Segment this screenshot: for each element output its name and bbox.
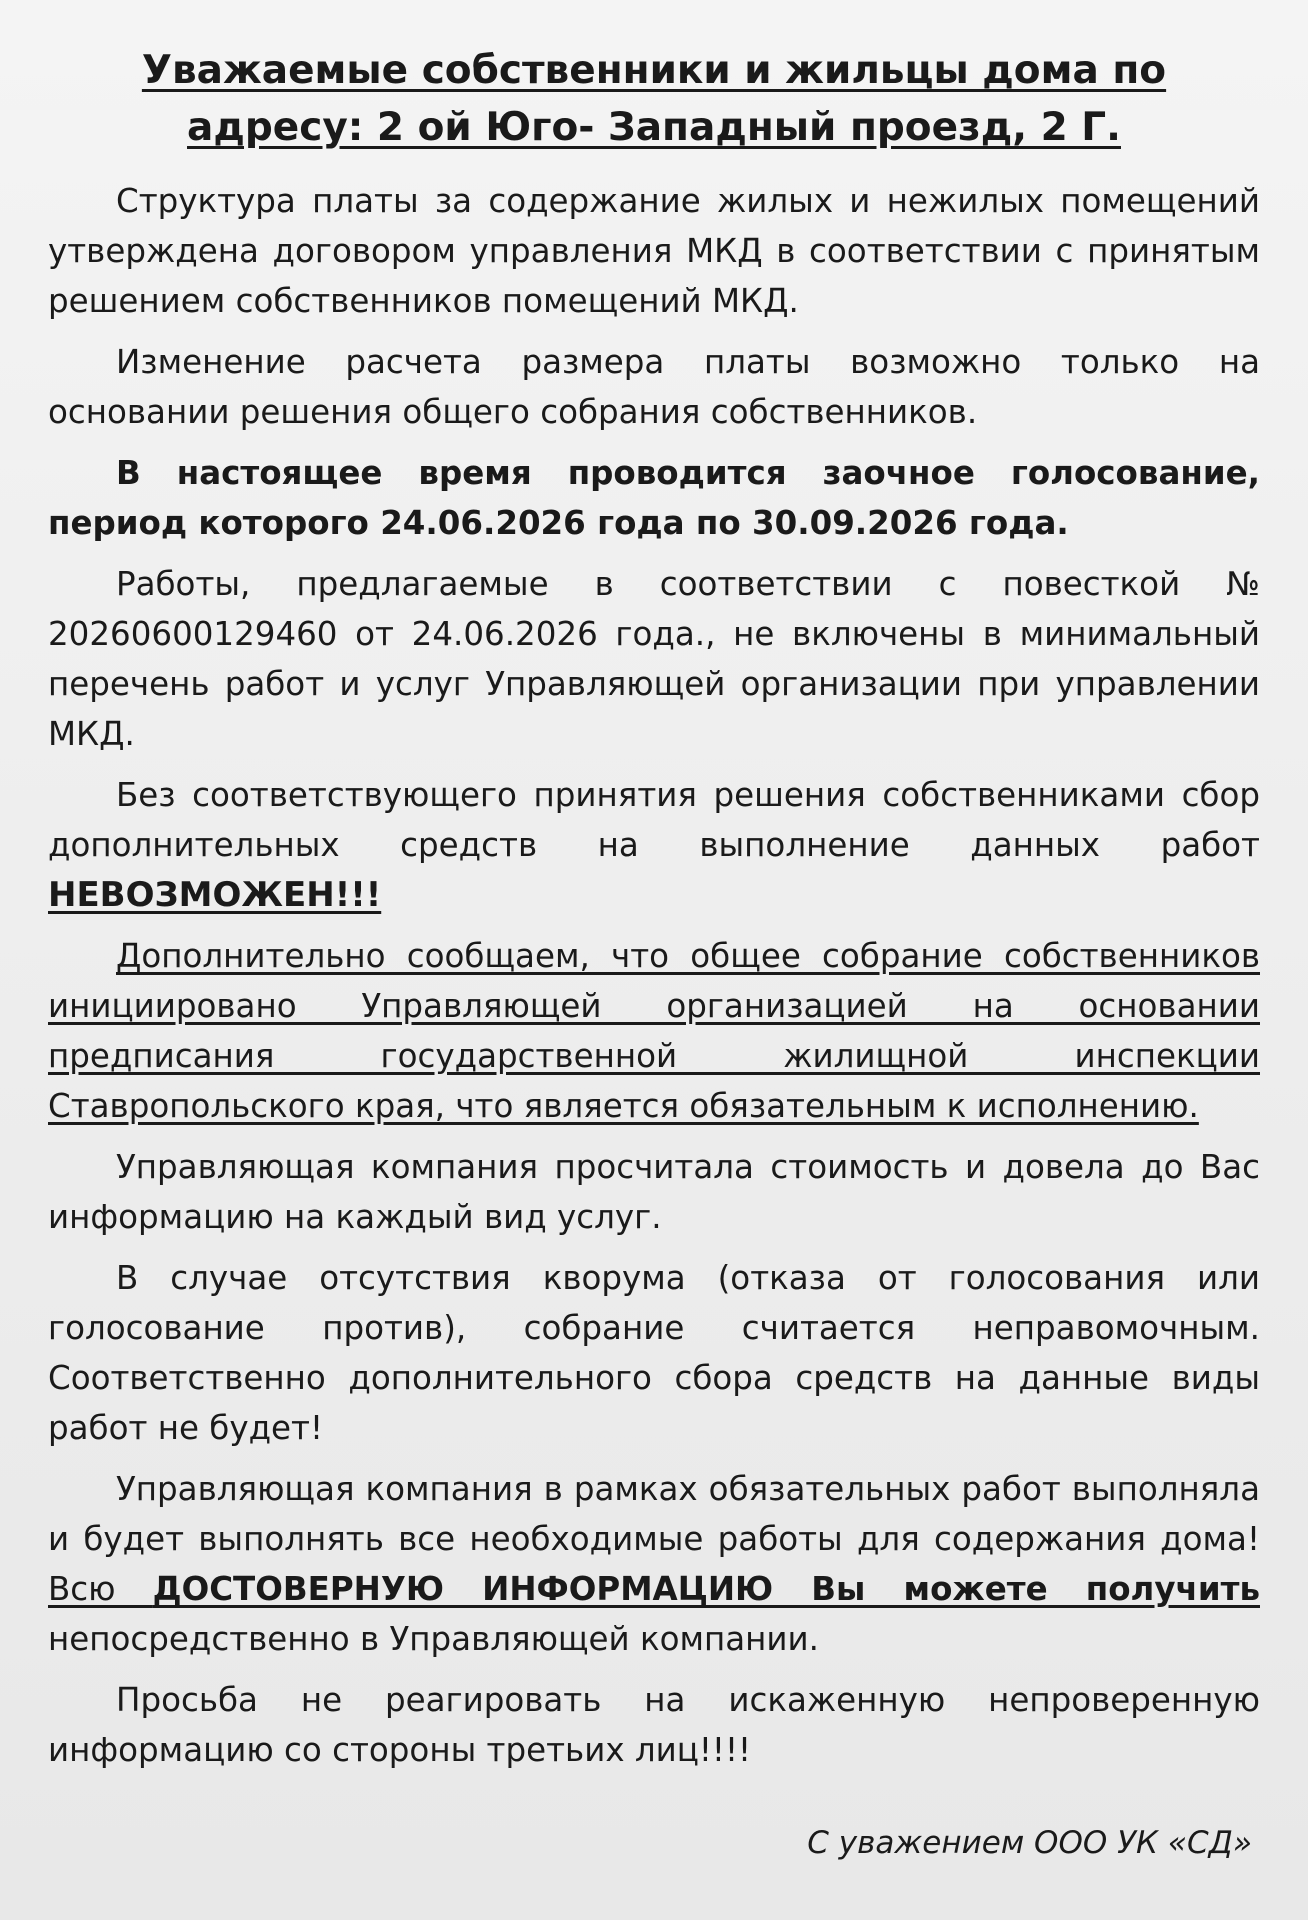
impossible-alert: НЕВОЗМОЖЕН!!!	[48, 875, 382, 915]
paragraph-no-quorum: В случае отсутствия кворума (отказа от голосования или голосование против), собрание считается неправомочным. Соответственно дополнительного сбора средств на данные виды работ не будет!	[48, 1259, 1260, 1447]
reliable-info-text: Управляющая компания в рамках обязательных работ выполняла и будет выполнять все необходимые работы для содержания дома!	[48, 1470, 1260, 1558]
notice-title: Уважаемые собственники и жильцы дома по адресу: 2 ой Юго- Западный проезд, 2 Г.	[141, 48, 1167, 150]
paragraph-agenda-works: Работы, предлагаемые в соответствии с повесткой № 20260600129460 от 24.06.2026 года., не включены в минимальный перечень работ и услуг Управляющей организации при управлении МКД.	[48, 565, 1260, 753]
paragraph-no-collection	[48, 770, 1260, 920]
reliable-info-lead: Всю	[48, 1570, 153, 1608]
paragraph-fee-structure: Структура платы за содержание жилых и нежилых помещений утверждена договором управления МКД в соответствии с принятым решением собственников помещений МКД.	[48, 182, 1260, 320]
signature: С уважением ООО УК «СД»	[807, 1825, 1252, 1861]
paragraph-inspection-order: Дополнительно сообщаем, что общее собрание собственников инициировано Управляющей организацией на основании предписания государственной жилищной инспекции Ставропольского края, что является обязательным к исполнению.	[48, 937, 1260, 1125]
paragraph-reliable-info	[48, 1464, 1260, 1664]
paragraph-voting-period: В настоящее время проводится заочное голосование, период которого 24.06.2026 года по 30.09.2026 года.	[48, 454, 1260, 542]
reliable-info-tail: непосредственно в Управляющей компании.	[48, 1620, 820, 1658]
paragraph-third-parties: Просьба не реагировать на искаженную непроверенную информацию со стороны третьих лиц!!!!	[48, 1681, 1260, 1769]
reliable-info-emphasis: ДОСТОВЕРНУЮ ИНФОРМАЦИЮ Вы можете получить	[152, 1570, 1260, 1608]
no-collection-text: Без соответствующего принятия решения собственниками сбор дополнительных средств на выполнение данных работ	[48, 776, 1260, 864]
paragraph-fee-change: Изменение расчета размера платы возможно только на основании решения общего собрания собственников.	[48, 343, 1260, 431]
paragraph-cost-info: Управляющая компания просчитала стоимость и довела до Вас информацию на каждый вид услуг.	[48, 1148, 1260, 1236]
